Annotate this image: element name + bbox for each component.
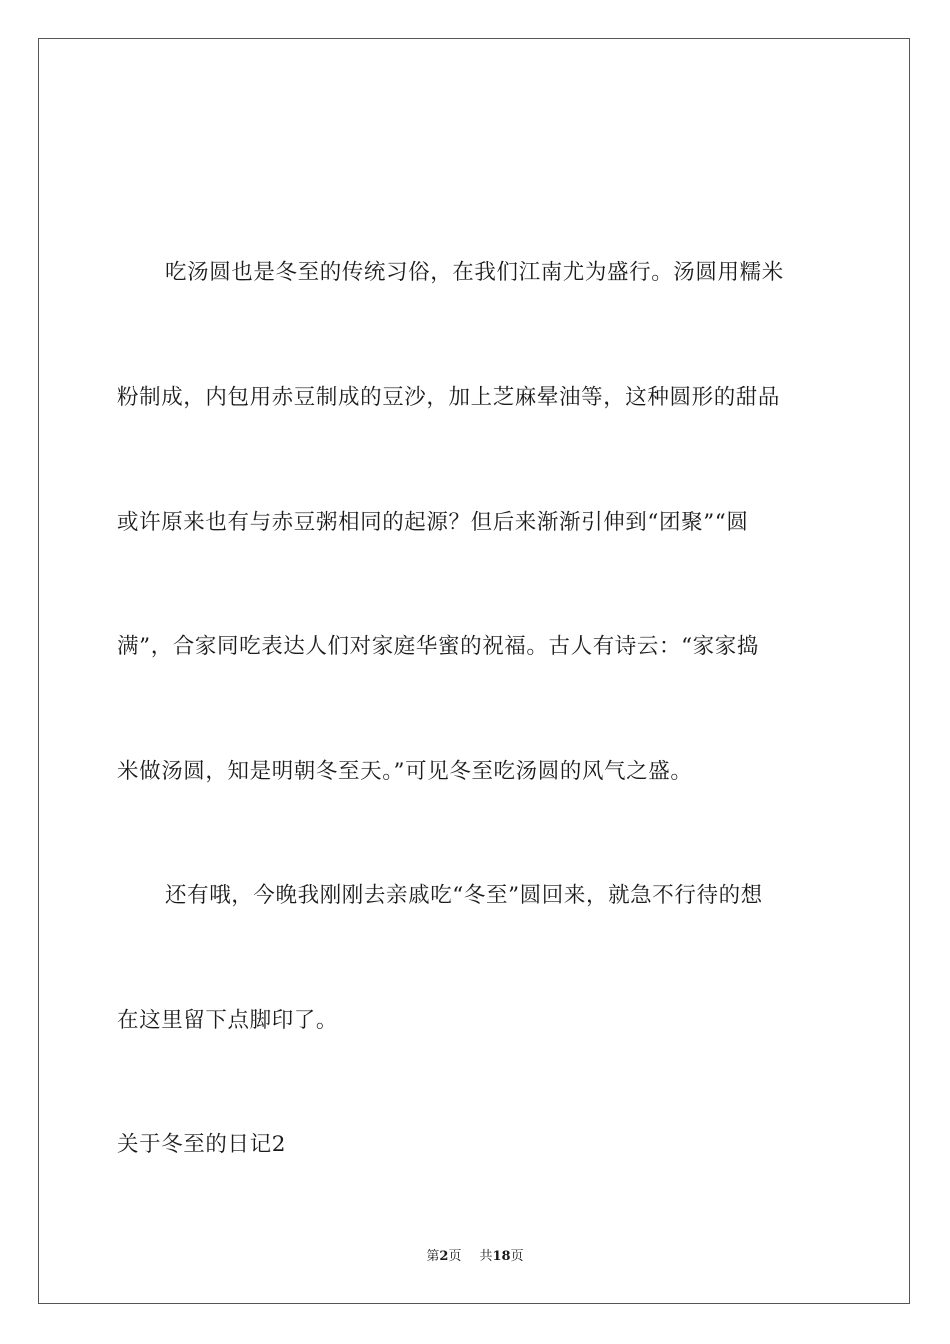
paragraph1-line5: 米做汤圆，知是明朝冬至天。”可见冬至吃汤圆的风气之盛。 — [117, 759, 693, 784]
section-title: 关于冬至的日记2 — [117, 1132, 286, 1157]
paragraph2-line1: 还有哦，今晚我刚刚去亲戚吃“冬至”圆回来，就急不行待的想 — [165, 883, 763, 908]
paragraph1-line1: 吃汤圆也是冬至的传统习俗，在我们江南尤为盛行。汤圆用糯米 — [165, 260, 784, 285]
footer-page-current: 2 — [439, 1249, 449, 1264]
paragraph1-line4: 满”，合家同吃表达人们对家庭华蜜的祝福。古人有诗云：“家家捣 — [117, 634, 759, 659]
footer-page-prefix: 第 — [426, 1249, 440, 1264]
footer-page-suffix: 页 — [448, 1249, 462, 1264]
paragraph2-line2: 在这里留下点脚印了。 — [117, 1008, 339, 1033]
footer-total-suffix: 页 — [510, 1249, 524, 1264]
footer-total-prefix: 共 — [479, 1249, 493, 1264]
paragraph1-line2: 粉制成，内包用赤豆制成的豆沙，加上芝麻晕油等，这种圆形的甜品 — [117, 385, 781, 410]
paragraph1-line3: 或许原来也有与赤豆粥相同的起源？但后来渐渐引伸到“团聚”“圆 — [117, 510, 749, 535]
page-footer — [0, 1248, 950, 1266]
footer-page-total: 18 — [492, 1249, 511, 1264]
page-border — [38, 38, 910, 1304]
